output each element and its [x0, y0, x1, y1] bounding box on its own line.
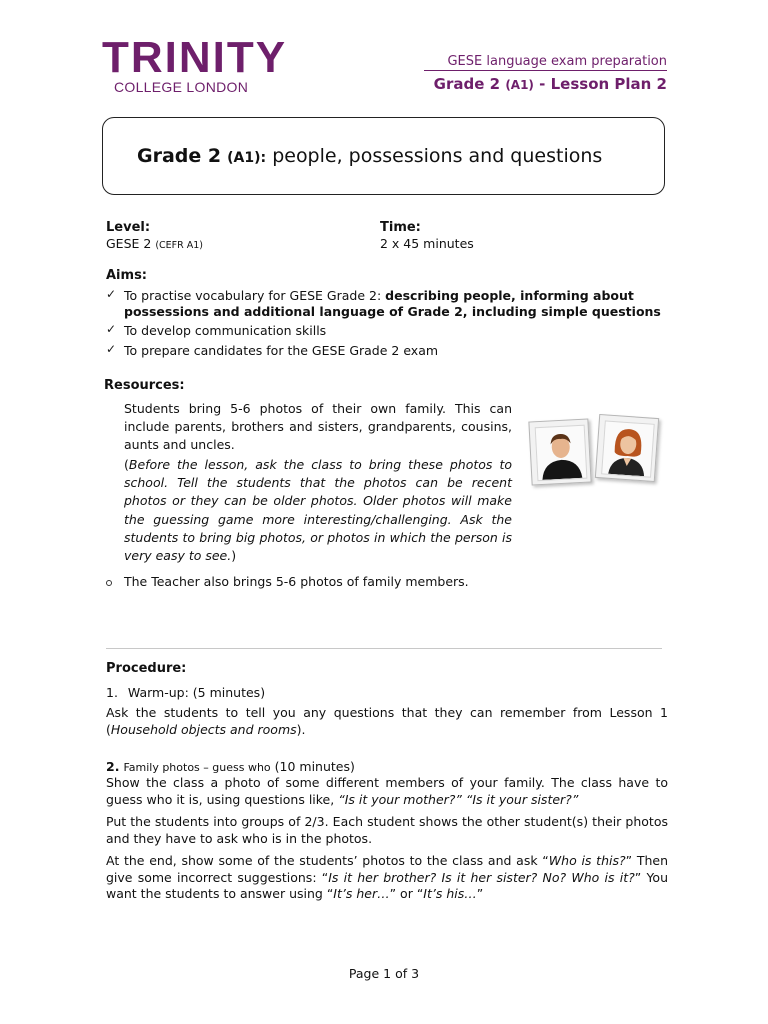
step-2-p1-i1: “Is it your mother?” — [338, 791, 462, 807]
aim-item-3: To prepare candidates for the GESE Grade 2 exam — [124, 343, 439, 358]
level-value-main: GESE 2 — [106, 236, 152, 251]
step-2-p3-i3: It’s her… — [333, 886, 390, 901]
step-2-p3-a: At the end, show some of the students’ photos to the class and ask “ — [106, 853, 549, 868]
paren-open: ( — [124, 457, 129, 472]
woman-photo-icon — [595, 414, 659, 482]
aim-1-bold-a: describing people, informing about — [385, 288, 634, 303]
section-divider — [106, 648, 662, 649]
resources-italic-note: Before the lesson, ask the class to bring these photos to school. Tell the students that the photos can be recent photos or they can be older photos. Older photos will make the guessing game more interesting/challenging. Ask the students to bring big photos, or photos in which the person is very easy to see. — [124, 457, 512, 564]
aims-label: Aims: — [106, 268, 147, 283]
step-2-number: 2. — [106, 759, 120, 774]
step-2-p3-e: ” — [476, 886, 484, 901]
level-label: Level: — [106, 220, 151, 235]
level-value-cefr: (CEFR A1) — [155, 240, 204, 251]
header-subtitle: GESE language exam preparation — [447, 54, 667, 69]
check-icon: ✓ — [106, 287, 117, 301]
time-value: 2 x 45 minutes — [380, 236, 474, 251]
aim-item-1 — [124, 288, 664, 320]
level-value — [106, 236, 203, 254]
step-2-p3-c: ” You want the students to answer using “ — [106, 869, 668, 901]
paren-close: ) — [231, 548, 237, 564]
header-lesson-title — [434, 75, 667, 93]
step-1-text-a: Ask the students to tell you any questions that they can remember from Lesson 1 ( — [106, 705, 668, 737]
resources-label: Resources: — [104, 378, 185, 393]
resources-bullet: The Teacher also brings 5-6 photos of family members. — [124, 574, 469, 589]
step-2-p1-a: Show the class a photo of some different members of your family. The class have to guess who it is, using questions like, — [106, 775, 668, 807]
step-2-p1-i2: “Is it your sister?” — [465, 791, 579, 807]
check-icon: ✓ — [106, 322, 117, 336]
procedure-label: Procedure: — [106, 661, 187, 676]
step-1-text — [106, 705, 668, 738]
step-2-p3-i1: Who is this? — [548, 853, 626, 868]
step-1-text-italic: Household objects and rooms — [110, 721, 297, 737]
step-2-heading — [106, 759, 355, 776]
page-title — [137, 145, 602, 167]
title-grade: Grade 2 — [137, 145, 222, 167]
trinity-logo: TRINITY — [102, 33, 288, 82]
step-2-p3-d: ” or “ — [389, 886, 424, 901]
college-london-logo-text: COLLEGE LONDON — [114, 79, 249, 95]
header-underline — [424, 70, 667, 71]
step-1-title: Warm-up: (5 minutes) — [127, 685, 266, 700]
aim-item-2: To develop communication skills — [124, 323, 327, 338]
step-1-heading — [106, 685, 265, 701]
resources-paragraph-2 — [124, 456, 512, 565]
step-2-paragraph-3 — [106, 853, 668, 903]
header-grade: Grade 2 — [433, 75, 501, 93]
step-2-time: (10 minutes) — [274, 759, 355, 774]
step-2-paragraph-1 — [106, 775, 668, 808]
step-2-paragraph-2: Put the students into groups of 2/3. Each student shows the other student(s) their photos and they have to ask who is in the photos. — [106, 814, 668, 846]
step-1-number: 1. — [106, 685, 118, 700]
check-icon: ✓ — [106, 342, 117, 356]
header-grade-level: (A1) — [505, 78, 534, 92]
header-lesson-plan: - Lesson Plan 2 — [539, 75, 667, 93]
resources-paragraph-1: Students bring 5-6 photos of their own family. This can include parents, brothers and sisters, grandparents, cousins, aunts and uncles. — [124, 401, 512, 453]
aim-1-text: To practise vocabulary for GESE Grade 2: — [124, 288, 382, 303]
man-photo-icon — [528, 418, 591, 485]
title-topic: people, possessions and questions — [272, 145, 603, 167]
step-2-p3-i4: It’s his… — [423, 886, 477, 901]
step-2-p3-i2: Is it her brother? Is it her sister? No? Who is it? — [328, 869, 635, 885]
time-label: Time: — [380, 220, 421, 235]
aim-1-bold-b: possessions and additional language of Grade 2, including simple questions — [124, 304, 661, 319]
step-2-p3-b: ” Then give some incorrect suggestions: “ — [106, 853, 668, 885]
bullet-icon — [106, 580, 112, 586]
page-number: Page 1 of 3 — [348, 966, 420, 981]
step-1-text-b: ). — [296, 721, 306, 737]
title-level: (A1): — [227, 150, 267, 166]
step-2-title: Family photos – guess who — [123, 761, 271, 774]
